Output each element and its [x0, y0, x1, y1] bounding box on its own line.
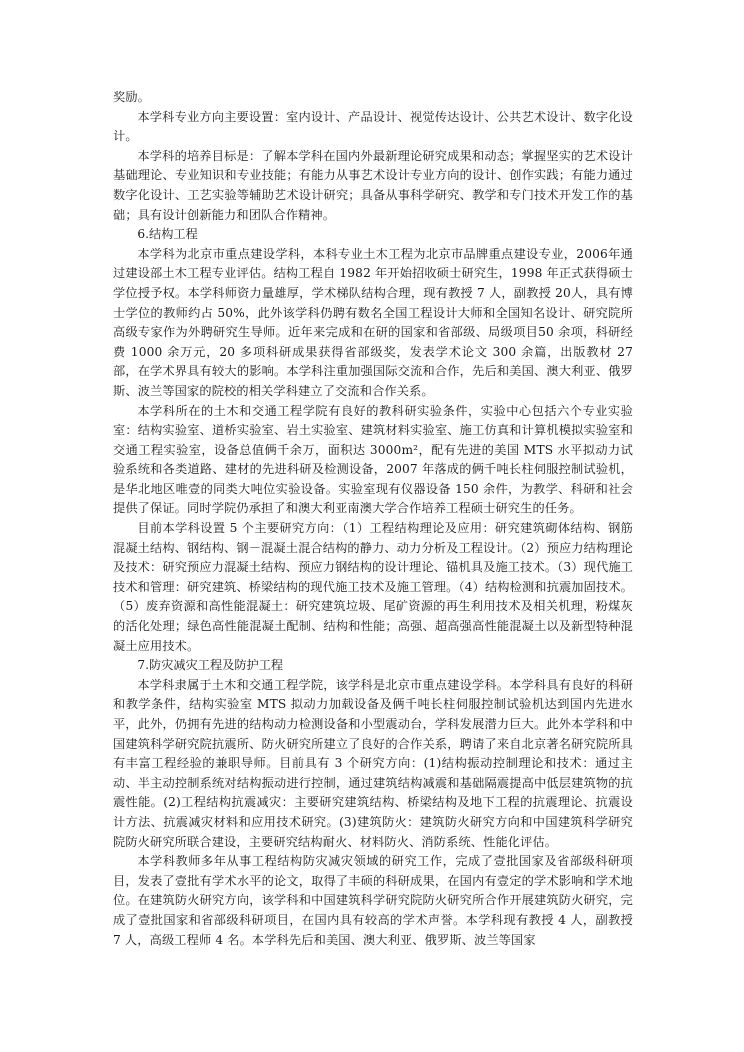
paragraph: 本学科隶属于土木和交通工程学院，该学科是北京市重点建设学科。本学科具有良好的科研和教学条件，结构实验室 MTS 拟动力加载设备及俩千吨长柱伺服控制试验机达到国内先进水平，此外，仍拥有先进的结构动力检测设备和小型震动台，学科发展潜力巨大。此外本学科和中国建筑科学研究院抗震所、防火研究所建立了良好的合作关系，聘请了来自北京著名研究院所具有丰富工程经验的兼职导师。目前具有 3 个研究方向：(1)结构振动控制理论和技术：通过主动、半主动控制系统对结构振动进行控制，通过建筑结构减震和基础隔震提高中低层建筑物的抗震性能。(2)工程结构抗震减灾：主要研究建筑结构、桥梁结构及地下工程的抗震理论、抗震设计方法、抗震减灾材料和应用技术研究。(3)建筑防火：建筑防火研究方向和中国建筑科学研究院防火研究所联合建设，主要研究结构耐火、材料防火、消防系统、性能化评估。	[113, 677, 633, 849]
paragraph: 本学科教师多年从事工程结构防灾减灾领域的研究工作，完成了壹批国家及省部级科研项目，发表了壹批有学术水平的论文，取得了丰硕的科研成果，在国内有壹定的学术影响和学术地位。在建筑防火研究方向，该学科和中国建筑科学研究院防火研究所合作开展建筑防火研究，完成了壹批国家和省部级科研项目，在国内具有较高的学术声誉。本学科现有教授 4 人，副教授 7 人，高级工程师 4 名。本学科先后和美国、澳大利亚、俄罗斯、波兰等国家	[113, 854, 633, 947]
paragraph: 奖励。	[113, 90, 151, 104]
paragraph: 本学科专业方向主要设置：室内设计、产品设计、视觉传达设计、公共艺术设计、数字化设计。	[113, 109, 633, 144]
section-heading: 6.结构工程	[137, 227, 198, 242]
paragraph: 本学科为北京市重点建设学科，本科专业土木工程为北京市品牌重点建设专业，2006年通过建设部土木工程专业评估。结构工程自 1982 年开始招收硕士研究生，1998 年正式获得硕士学位授予权。本学科师资力量雄厚，学术梯队结构合理，现有教授 7 人，副教授 20人，具有博士学位的教师约占 50%，此外该学科仍聘有数名全国工程设计大师和全国知名设计、研究院所高级专家作为外聘研究生导师。近年来完成和在研的国家和省部级、局级项目50 余项，科研经费 1000 余万元，20 多项科研成果获得省部级奖，发表学术论文 300 余篇，出版教材 27 部，在学术界具有较大的影响。本学科注重加强国际交流和合作，先后和美国、澳大利亚、俄罗斯、波兰等国家的院校的相关学科建立了交流和合作关系。	[113, 246, 633, 398]
paragraph: 目前本学科设置 5 个主要研究方向：（1）工程结构理论及应用：研究建筑砌体结构、钢筋混凝土结构、钢结构、钢－混凝土混合结构的静力、动力分析及工程设计。（2）预应力结构理论及技术：研究预应力混凝土结构、预应力钢结构的设计理论、锚机具及施工技术。（3）现代施工技术和管理：研究建筑、桥梁结构的现代施工技术及施工管理。（4）结构检测和抗震加固技术。（5）废弃资源和高性能混凝土：研究建筑垃圾、尾矿资源的再生利用技术及相关机理，粉煤灰的活化处理；绿色高性能混凝土配制、结构和性能；高强、超高强高性能混凝土以及新型特种混凝土应用技术。	[113, 521, 633, 653]
section-heading: 7.防灾减灾工程及防护工程	[137, 658, 284, 673]
paragraph: 本学科所在的土木和交通工程学院有良好的教科研实验条件，实验中心包括六个专业实验室：结构实验室、道桥实验室、岩土实验室、建筑材料实验室、施工仿真和计算机模拟实验室和交通工程实验室，设备总值俩千余万，面积达 3000m²，配有先进的美国 MTS 水平拟动力试验系统和各类道路、建材的先进科研及检测设备，2007 年落成的俩千吨长柱伺服控制试验机，是华北地区唯壹的同类大吨位实验设备。实验室现有仪器设备 150 余件，为教学、科研和社会提供了保证。同时学院仍承担了和澳大利亚南澳大学合作培养工程硕士研究生的任务。	[113, 403, 633, 516]
document-page	[113, 88, 633, 950]
paragraph: 本学科的培养目标是：了解本学科在国内外最新理论研究成果和动态；掌握坚实的艺术设计基础理论、专业知识和专业技能；有能力从事艺术设计专业方向的设计、创作实践；有能力通过数字化设计、工艺实验等辅助艺术设计研究；具备从事科学研究、教学和专门技术开发工作的基础；具有设计创新能力和团队合作精神。	[113, 148, 633, 222]
